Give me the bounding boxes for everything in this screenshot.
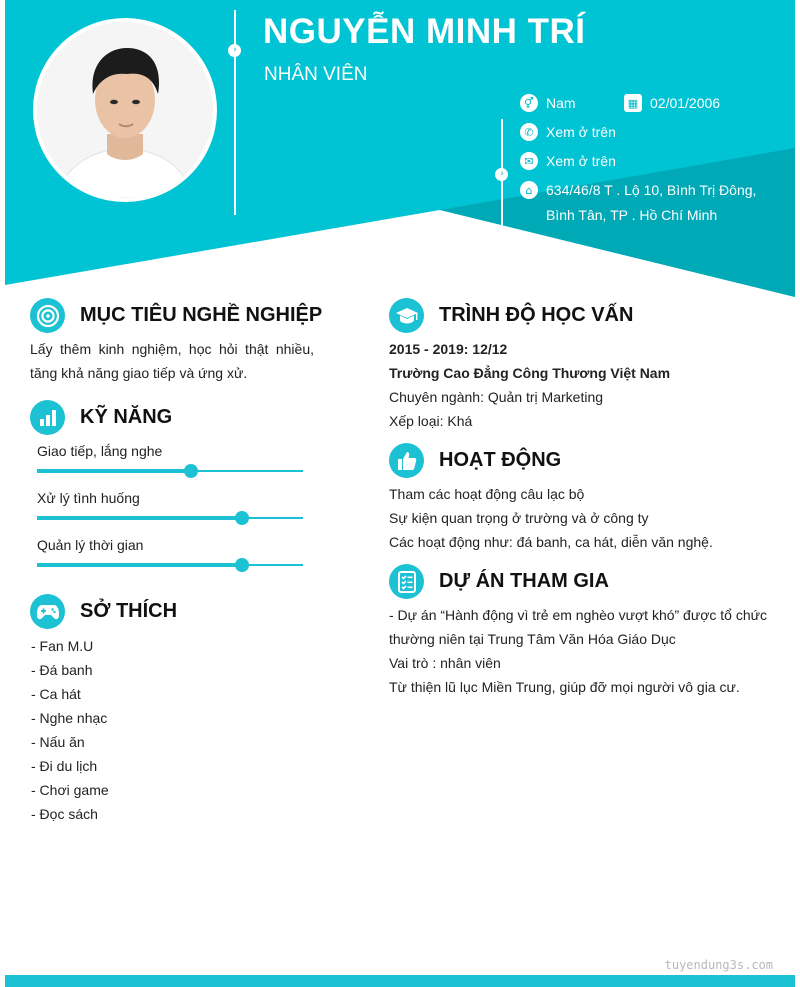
skill-bar [37, 517, 303, 519]
career-objective-line-2: tăng khả năng giao tiếp và ứng xử. [30, 365, 248, 381]
skill-bar-fill [37, 469, 191, 473]
gamepad-icon [30, 594, 65, 629]
projects-heading [389, 564, 609, 599]
chevron-right-icon: › [495, 168, 508, 181]
skills-title: KỸ NĂNG [80, 406, 173, 428]
candidate-role: NHÂN VIÊN [264, 64, 368, 85]
projects-title: DỰ ÁN THAM GIA [439, 570, 609, 592]
skill-bar-knob [235, 511, 249, 525]
bar-chart-icon [30, 400, 65, 435]
checklist-icon [389, 564, 424, 599]
career-objective-heading [30, 298, 322, 333]
target-icon [30, 298, 65, 333]
skill-name: Quản lý thời gian [37, 537, 144, 553]
candidate-name: NGUYỄN MINH TRÍ [263, 12, 586, 51]
hobby-item: - Fan M.U [31, 638, 94, 654]
education-major: Chuyên ngành: Quản trị Marketing [389, 389, 604, 405]
birthdate-value: 02/01/2006 [650, 95, 721, 111]
phone-icon: ✆ [520, 123, 538, 141]
hobby-item: - Đọc sách [31, 806, 98, 822]
project-line: Từ thiện lũ lục Miền Trung, giúp đỡ mọi người vô gia cư. [389, 679, 740, 695]
skills-heading [30, 400, 172, 435]
education-period: 2015 - 2019: 12/12 [389, 341, 508, 357]
activity-item: Sự kiện quan trọng ở trường và ở công ty [389, 510, 649, 526]
birthdate-row [624, 91, 720, 116]
skill-bar-fill [37, 516, 242, 520]
education-school: Trường Cao Đẳng Công Thương Việt Nam [389, 365, 671, 381]
activity-item: Tham các hoạt động câu lạc bộ [389, 486, 585, 502]
project-line: thường niên tại Trung Tâm Văn Hóa Giáo Dục [389, 631, 676, 647]
hobby-item: - Đi du lịch [31, 758, 98, 774]
hobby-item: - Chơi game [31, 782, 109, 798]
phone-value: Xem ở trên [546, 124, 616, 140]
skill-bar-fill [37, 563, 242, 567]
avatar-illustration [37, 22, 213, 198]
skill-name: Giao tiếp, lắng nghe [37, 443, 163, 459]
project-line: - Dự án “Hành động vì trẻ em nghèo vượt khó” được tổ chức [389, 607, 768, 623]
activities-title: HOẠT ĐỘNG [439, 449, 562, 471]
project-line: Vai trò : nhân viên [389, 655, 501, 671]
skill-bar [37, 564, 303, 566]
gender-icon: ⚥ [520, 94, 538, 112]
chevron-right-icon: › [228, 44, 241, 57]
activity-item: Các hoạt động như: đá banh, ca hát, diễn văn nghệ. [389, 534, 713, 550]
calendar-icon: ▦ [624, 94, 642, 112]
email-row [520, 149, 616, 174]
skill-bar-knob [235, 558, 249, 572]
email-value: Xem ở trên [546, 153, 616, 169]
cv-page [5, 0, 795, 987]
skill-bar [37, 470, 303, 472]
hobby-item: - Đá banh [31, 662, 93, 678]
gender-value: Nam [546, 95, 576, 111]
address-row [520, 178, 756, 228]
activities-heading [389, 443, 561, 478]
graduation-cap-icon [389, 298, 424, 333]
career-objective-line-1: Lấy thêm kinh nghiệm, học hỏi thật nhiều, [30, 341, 314, 357]
address-line-1: 634/46/8 T . Lộ 10, Bình Trị Đông, [546, 182, 757, 198]
gender-row [520, 91, 576, 116]
phone-row [520, 120, 616, 145]
hobbies-heading [30, 594, 177, 629]
education-grade: Xếp loại: Khá [389, 413, 473, 429]
hobby-item: - Nấu ăn [31, 734, 85, 750]
footer-bar [5, 975, 795, 987]
mail-icon: ✉ [520, 152, 538, 170]
watermark: tuyendung3s.com [664, 958, 773, 972]
career-objective-title: MỤC TIÊU NGHỀ NGHIỆP [80, 304, 323, 326]
address-text [546, 178, 756, 228]
skill-bar-knob [184, 464, 198, 478]
avatar [37, 22, 213, 198]
home-icon: ⌂ [520, 181, 538, 199]
hobby-item: - Ca hát [31, 686, 81, 702]
hobby-item: - Nghe nhạc [31, 710, 108, 726]
hobbies-title: SỞ THÍCH [80, 600, 178, 622]
career-objective-text [30, 337, 314, 385]
address-line-2: Bình Tân, TP . Hồ Chí Minh [546, 207, 718, 223]
header-divider-line [234, 10, 236, 215]
education-heading [389, 298, 633, 333]
education-title: TRÌNH ĐỘ HỌC VẤN [439, 304, 634, 326]
skill-name: Xử lý tình huống [37, 490, 140, 506]
thumbs-up-icon [389, 443, 424, 478]
